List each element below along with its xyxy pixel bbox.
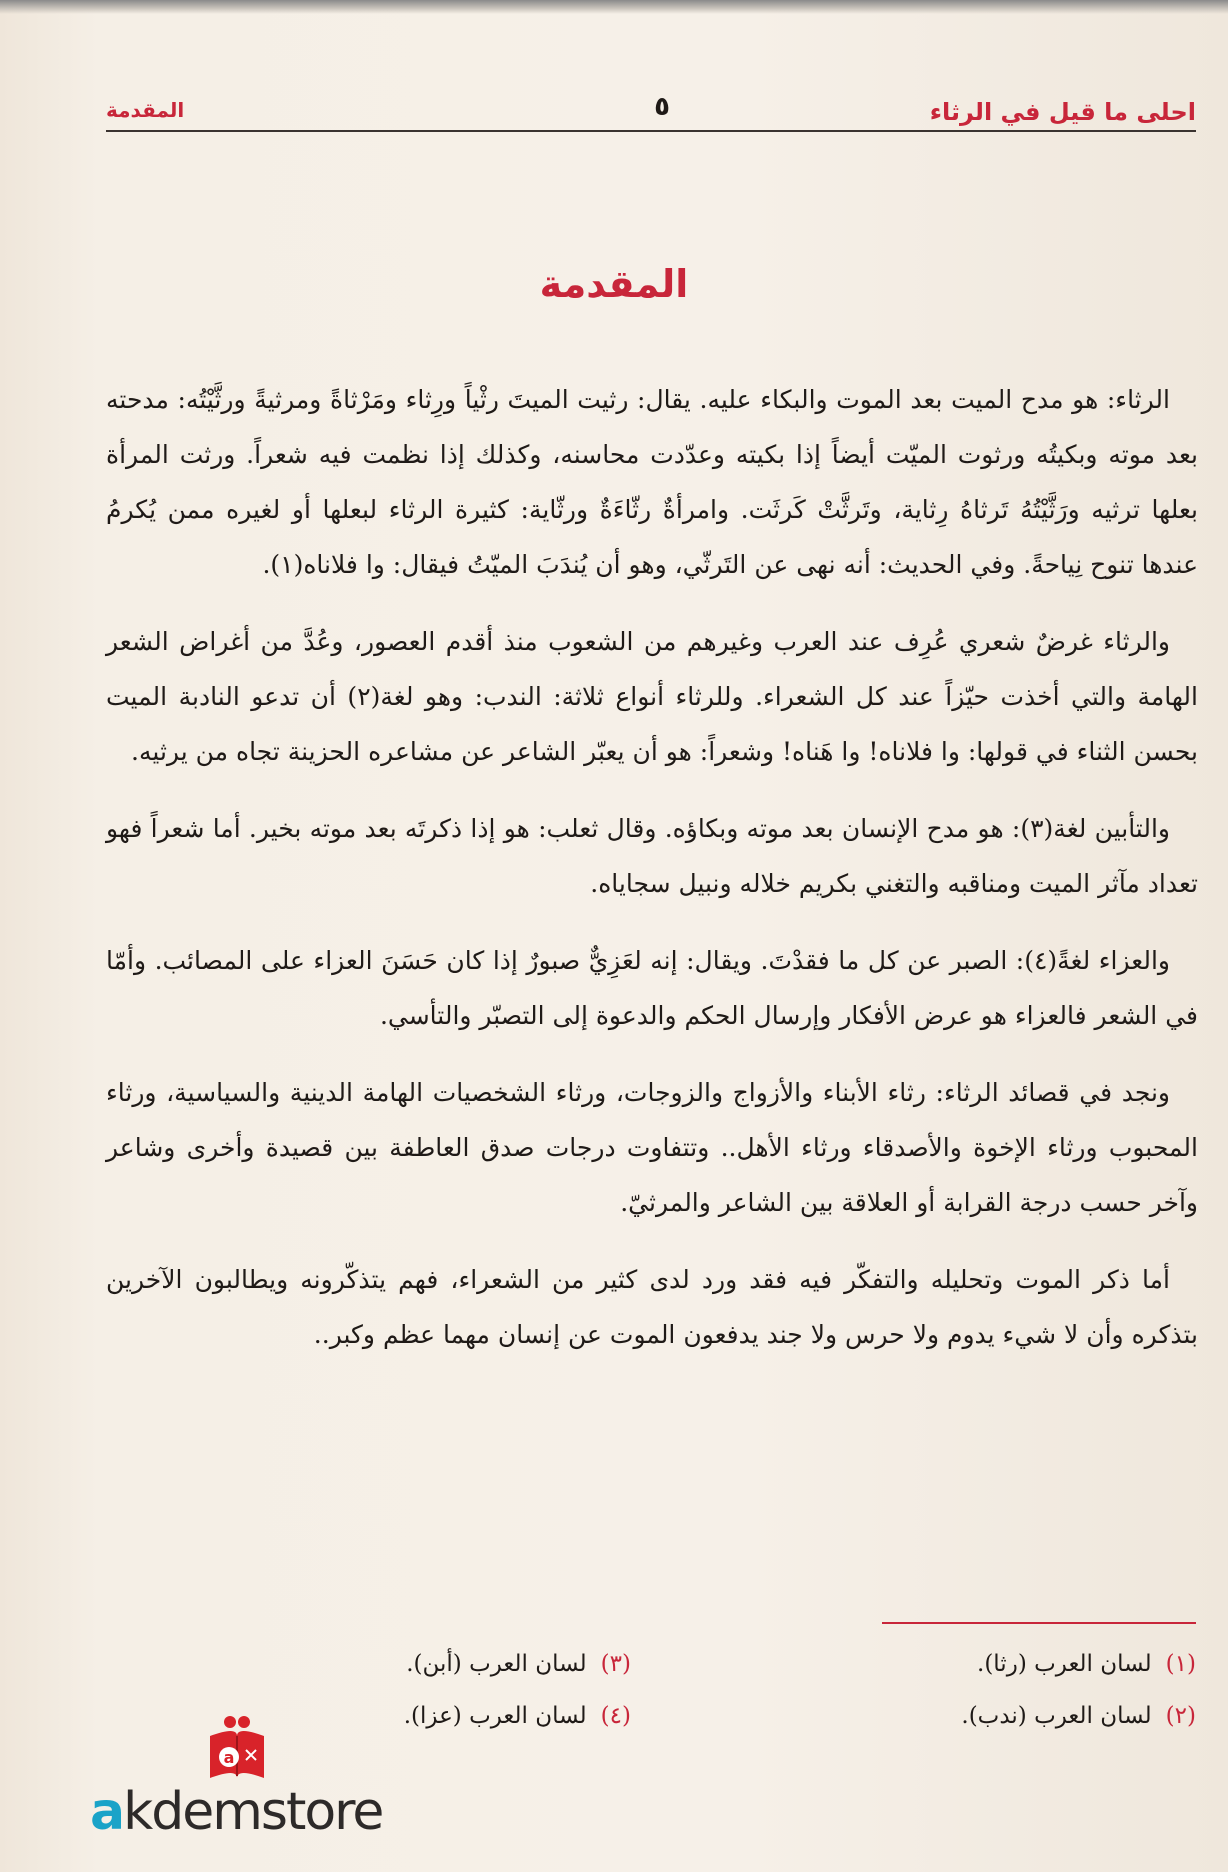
paragraph: والعزاء لغةً(٤): الصبر عن كل ما فقدْتَ. ويقال: إنه لعَزِيٌّ صبورٌ إذا كان حَسَنَ العزاء على المصائب. وأمّا في الشعر فالعزاء هو عرض الأفكار وإرسال الحكم والدعوة إلى التصبّر والتأسي. [106,946,1198,1030]
footnote-number: (١) [1165,1651,1196,1677]
footnote-item [671,1638,1196,1690]
footnote-item [671,1690,1196,1742]
paragraph: أما ذكر الموت وتحليله والتفكّر فيه فقد ورد لدى كثير من الشعراء، فهم يتذكّرونه ويطالبون الآخرين بتذكره وأن لا شيء يدوم ولا حرس ولا جند يدفعون الموت عن إنسان مهما عظم وكبر.. [106,1265,1198,1349]
paragraph: الرثاء: هو مدح الميت بعد الموت والبكاء عليه. يقال: رثيت الميتَ رثْياً ورِثاء ومَرْثاةً ومرثيةً ورثَّيْتُه: مدحته بعد موته وبكيتُه ورثوت الميّت أيضاً إذا بكيته وعدّدت محاسنه، وكذلك إذا نظمت فيه شعراً. ورثت المرأة بعلها ترثيه ورَثَّيْتُهُ تَرثاهُ رِثاية، وتَرثَّتْ كَرثَت. وامرأةٌ رثّاءَةٌ ورثّاية: كثيرة الرثاء لبعلها أو لغيره ممن يُكرمُ عندها تنوح نِياحةً. وفي الحديث: أنه نهى عن التَرثّي، وهو أن يُندَبَ الميّتُ فيقال: وا فلاناه(١). [106,385,1198,579]
footnote-number: (٣) [600,1651,631,1677]
store-name-rest: kdemstore [123,1782,383,1842]
header-page-number: ٥ [654,92,670,122]
footnote-number: (٢) [1165,1703,1196,1729]
svg-text:a: a [223,1748,235,1767]
footnote-item [106,1638,631,1690]
footnote-text: لسان العرب (عزا). [403,1703,587,1729]
paragraph: والرثاء غرضٌ شعري عُرِف عند العرب وغيرهم من الشعوب منذ أقدم العصور، وعُدَّ من أغراض الشعر الهامة والتي أخذت حيّزاً عند كل الشعراء. وللرثاء أنواع ثلاثة: الندب: وهو لغة(٢) أن تدعو النادبة الميت بحسن الثناء في قولها: وا فلاناه! وا هَناه! وشعراً: هو أن يعبّر الشاعر عن مشاعره الحزينة تجاه من يرثيه. [106,627,1198,766]
page-top-edge [0,0,1228,14]
footnote-text: لسان العرب (أبن). [406,1651,587,1677]
store-name [90,1782,382,1842]
paragraph: والتأبين لغة(٣): هو مدح الإنسان بعد موته وبكاؤه. وقال ثعلب: هو إذا ذكرتَه بعد موته بخير. أما شعراً فهو تعداد مآثر الميت ومناقبه والتغني بكريم خلاله ونبيل سجاياه. [106,814,1198,898]
footnote-divider [882,1622,1196,1624]
body-text [106,372,1198,1384]
footnote-number: (٤) [600,1703,631,1729]
book-cart-logo-icon [200,1712,274,1786]
header-book-title: احلى ما قيل في الرثاء [929,98,1196,126]
chapter-title: المقدمة [539,262,689,306]
paragraph: ونجد في قصائد الرثاء: رثاء الأبناء والأزواج والزوجات، ورثاء الشخصيات الهامة الدينية والسياسية، ورثاء المحبوب ورثاء الإخوة والأصدقاء ورثاء الأهل.. وتتفاوت درجات صدق العاطفة بين قصيدة وأخرى وشاعر وآخر حسب درجة القرابة أو العلاقة بين الشاعر والمرثيّ. [106,1078,1198,1217]
footnote-text: لسان العرب (ندب). [961,1703,1152,1729]
store-name-initial: a [90,1782,124,1842]
running-header [106,88,1196,132]
store-watermark [90,1712,400,1842]
footnote-text: لسان العرب (رثا). [977,1651,1152,1677]
header-section-name: المقدمة [106,98,185,122]
